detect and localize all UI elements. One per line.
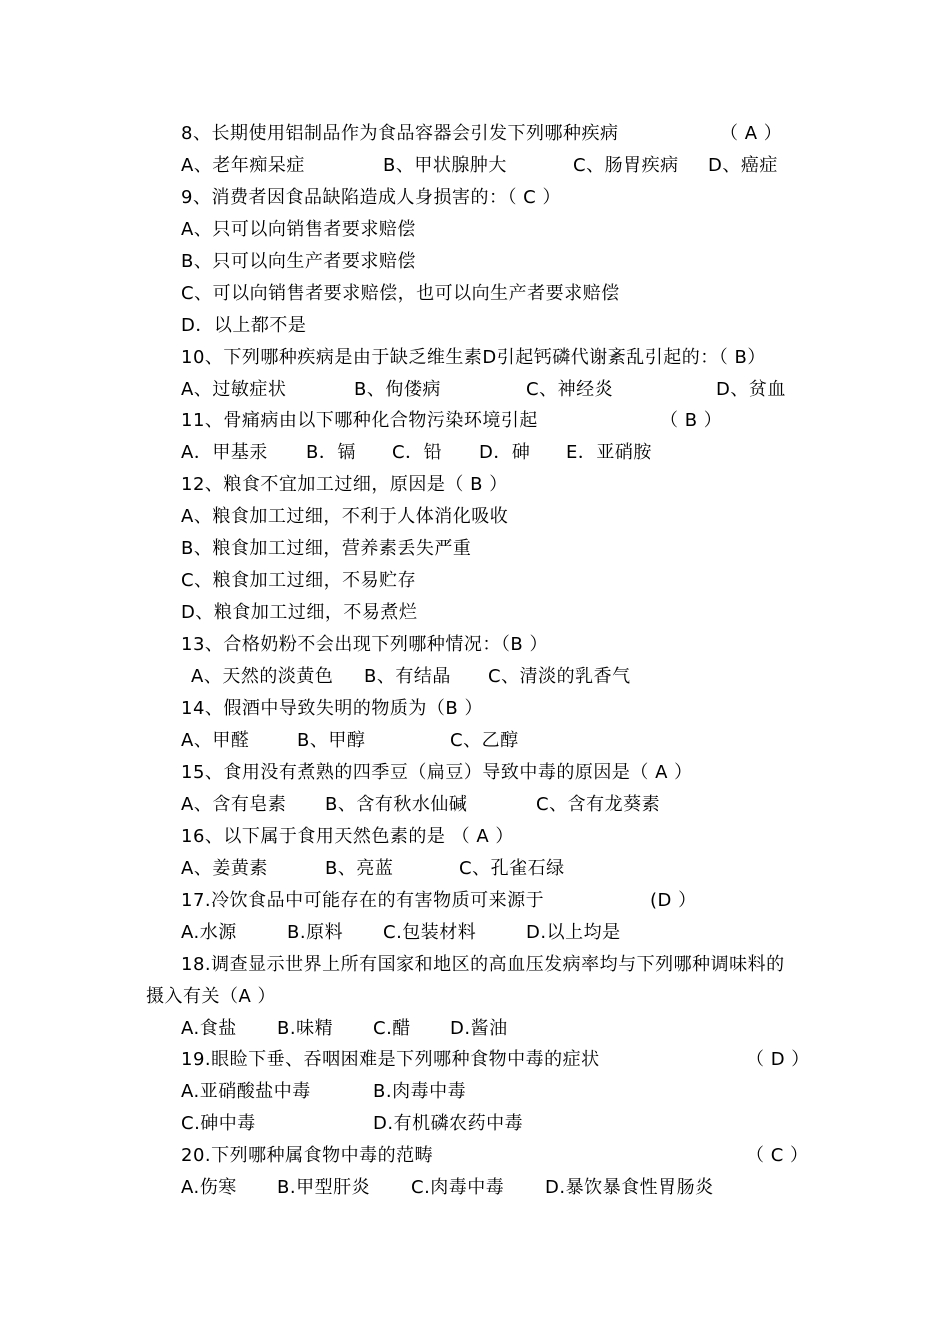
answer-20: （ C ） [746,1145,809,1166]
question-19: 19.眼睑下垂、吞咽困难是下列哪种食物中毒的症状 [181,1049,600,1070]
option-11e: E．亚硝胺 [566,442,652,463]
answer-11: （ B ） [660,410,723,431]
option-16a: A、姜黄素 [181,858,268,879]
option-16b: B、亮蓝 [325,858,394,879]
option-19a: A.亚硝酸盐中毒 [181,1081,311,1102]
option-11d: D．砷 [479,442,531,463]
answer-19: （ D ） [746,1049,810,1070]
option-9d: D．以上都不是 [181,315,307,336]
option-9a: A、只可以向销售者要求赔偿 [181,219,416,240]
option-14c: C、乙醇 [450,730,519,751]
option-17c: C.包装材料 [383,922,477,943]
option-15c: C、含有龙葵素 [536,794,661,815]
option-17b: B.原料 [287,922,344,943]
option-11a: A．甲基汞 [181,442,268,463]
option-18a: A.食盐 [181,1018,237,1039]
option-8a: A、老年痴呆症 [181,155,305,176]
question-9: 9、消费者因食品缺陷造成人身损害的：（ C ） [181,187,561,208]
option-8c: C、肠胃疾病 [573,155,679,176]
option-17a: A.水源 [181,922,237,943]
option-20d: D.暴饮暴食性胃肠炎 [545,1177,714,1198]
question-13: 13、合格奶粉不会出现下列哪种情况：（B ） [181,634,548,655]
option-18d: D.酱油 [450,1018,508,1039]
option-12a: A、粮食加工过细，不利于人体消化吸收 [181,506,509,527]
question-17: 17.冷饮食品中可能存在的有害物质可来源于 [181,890,545,911]
option-14b: B、甲醇 [297,730,366,751]
option-10c: C、神经炎 [526,379,614,400]
option-20c: C.肉毒中毒 [411,1177,505,1198]
option-19c: C.砷中毒 [181,1113,256,1134]
question-14: 14、假酒中导致失明的物质为（B ） [181,698,483,719]
option-10d: D、贫血 [716,379,786,400]
option-8b: B、甲状腺肿大 [383,155,507,176]
option-20b: B.甲型肝炎 [277,1177,371,1198]
option-19b: B.肉毒中毒 [373,1081,467,1102]
option-8d: D、癌症 [708,155,778,176]
question-18: 18.调查显示世界上所有国家和地区的高血压发病率均与下列哪种调味料的 [181,954,785,975]
option-11b: B．镉 [306,442,356,463]
option-15b: B、含有秋水仙碱 [325,794,468,815]
option-18c: C.醋 [373,1018,411,1039]
question-18-continuation: 摄入有关（A ） [146,986,277,1007]
option-9b: B、只可以向生产者要求赔偿 [181,251,416,272]
option-12c: C、粮食加工过细，不易贮存 [181,570,417,591]
option-13c: C、清淡的乳香气 [488,666,631,687]
answer-17: (D ） [650,890,697,911]
question-15: 15、食用没有煮熟的四季豆（扁豆）导致中毒的原因是（ A ） [181,762,693,783]
question-16: 16、以下属于食用天然色素的是 （ A ） [181,826,514,847]
option-12d: D、粮食加工过细，不易煮烂 [181,602,418,623]
option-19d: D.有机磷农药中毒 [373,1113,524,1134]
question-8: 8、长期使用铝制品作为食品容器会引发下列哪种疾病 [181,123,619,144]
question-12: 12、粮食不宜加工过细，原因是（ B ） [181,474,508,495]
question-11: 11、骨痛病由以下哪种化合物污染环境引起 [181,410,538,431]
option-10a: A、过敏症状 [181,379,287,400]
question-20: 20.下列哪种属食物中毒的范畴 [181,1145,434,1166]
answer-8: （ A ） [720,123,783,144]
option-15a: A、含有皂素 [181,794,287,815]
option-12b: B、粮食加工过细，营养素丢失严重 [181,538,472,559]
option-14a: A、甲醛 [181,730,250,751]
option-10b: B、佝偻病 [354,379,441,400]
option-13b: B、有结晶 [364,666,451,687]
option-11c: C．铅 [392,442,443,463]
option-17d: D.以上均是 [526,922,621,943]
option-9c: C、可以向销售者要求赔偿，也可以向生产者要求赔偿 [181,283,620,304]
option-16c: C、孔雀石绿 [459,858,565,879]
option-20a: A.伤寒 [181,1177,237,1198]
question-10: 10、下列哪种疾病是由于缺乏维生素D引起钙磷代谢紊乱引起的：（ B） [181,347,766,368]
option-18b: B.味精 [277,1018,334,1039]
option-13a: A、天然的淡黄色 [191,666,334,687]
